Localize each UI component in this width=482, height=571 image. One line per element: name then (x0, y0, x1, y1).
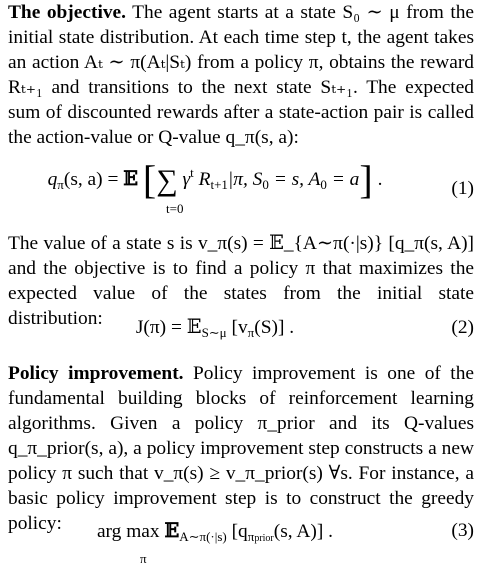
policy-improvement-text: Policy improvement is one of the fundamental building blocks of reinforcement learning algorithms. Given a policy π_prior and its Q-values q_π_prior(s, a), a policy improvement step constructs a new policy π such that v_π(s) ≥ v_π_prior(s) ∀s. For instance, a basic policy improvement step is to construct the greedy policy: (8, 363, 475, 534)
policy-improvement-section (8, 361, 474, 536)
objective-paragraph-2: The value of a state s is v_π(s) = 𝔼_{A∼π(·|s)} [q_π(s, A)] and the objective is to find a policy π that maximizes the expected value of the states from the initial state distribution: (8, 233, 474, 329)
sum-lower-limit: t=0 (166, 201, 184, 216)
objective-section (8, 0, 474, 150)
equation-3 (8, 512, 474, 566)
objective-text-1: The agent starts at a state S₀ ∼ μ from the initial state distribution. At each time step t, the agent takes an action Aₜ ∼ π(Aₜ|Sₜ) from a policy π, obtains the reward Rₜ₊₁ and transitions to the next state Sₜ₊₁. The expected sum of discounted rewards after a state-action pair is called the action-value or Q-value q_π(s, a): (8, 2, 475, 148)
equation-1 (8, 146, 474, 216)
objective-paragraph-1 (8, 0, 474, 150)
section-heading-objective: The objective. (8, 2, 126, 23)
equation-3-body: arg max 𝔼$_{A\sim\pi(\cdot|s)}$ [$q_{\pi prior}(s$, A)] . (96, 519, 334, 544)
equation-1-number: (1) (451, 178, 474, 199)
equation-3-number: (3) (451, 520, 474, 541)
equation-1-body: $q_\pi(s$, a) = 𝔼 [∑ $\gamma^t$ $R_{t+1}|\pi$, $S_0 = s$, $A_0 = a$] . (47, 157, 383, 202)
policy-improvement-paragraph (8, 361, 474, 536)
section-heading-policy-improvement: Policy improvement. (8, 363, 184, 384)
argmax-subscript: π (140, 551, 147, 566)
equation-2-number: (2) (451, 317, 474, 338)
equation-2 (8, 309, 474, 345)
equation-2-body: J(π) = 𝔼$_{S\sim\mu}$ $[v_\pi(S)]$ . (135, 317, 295, 340)
